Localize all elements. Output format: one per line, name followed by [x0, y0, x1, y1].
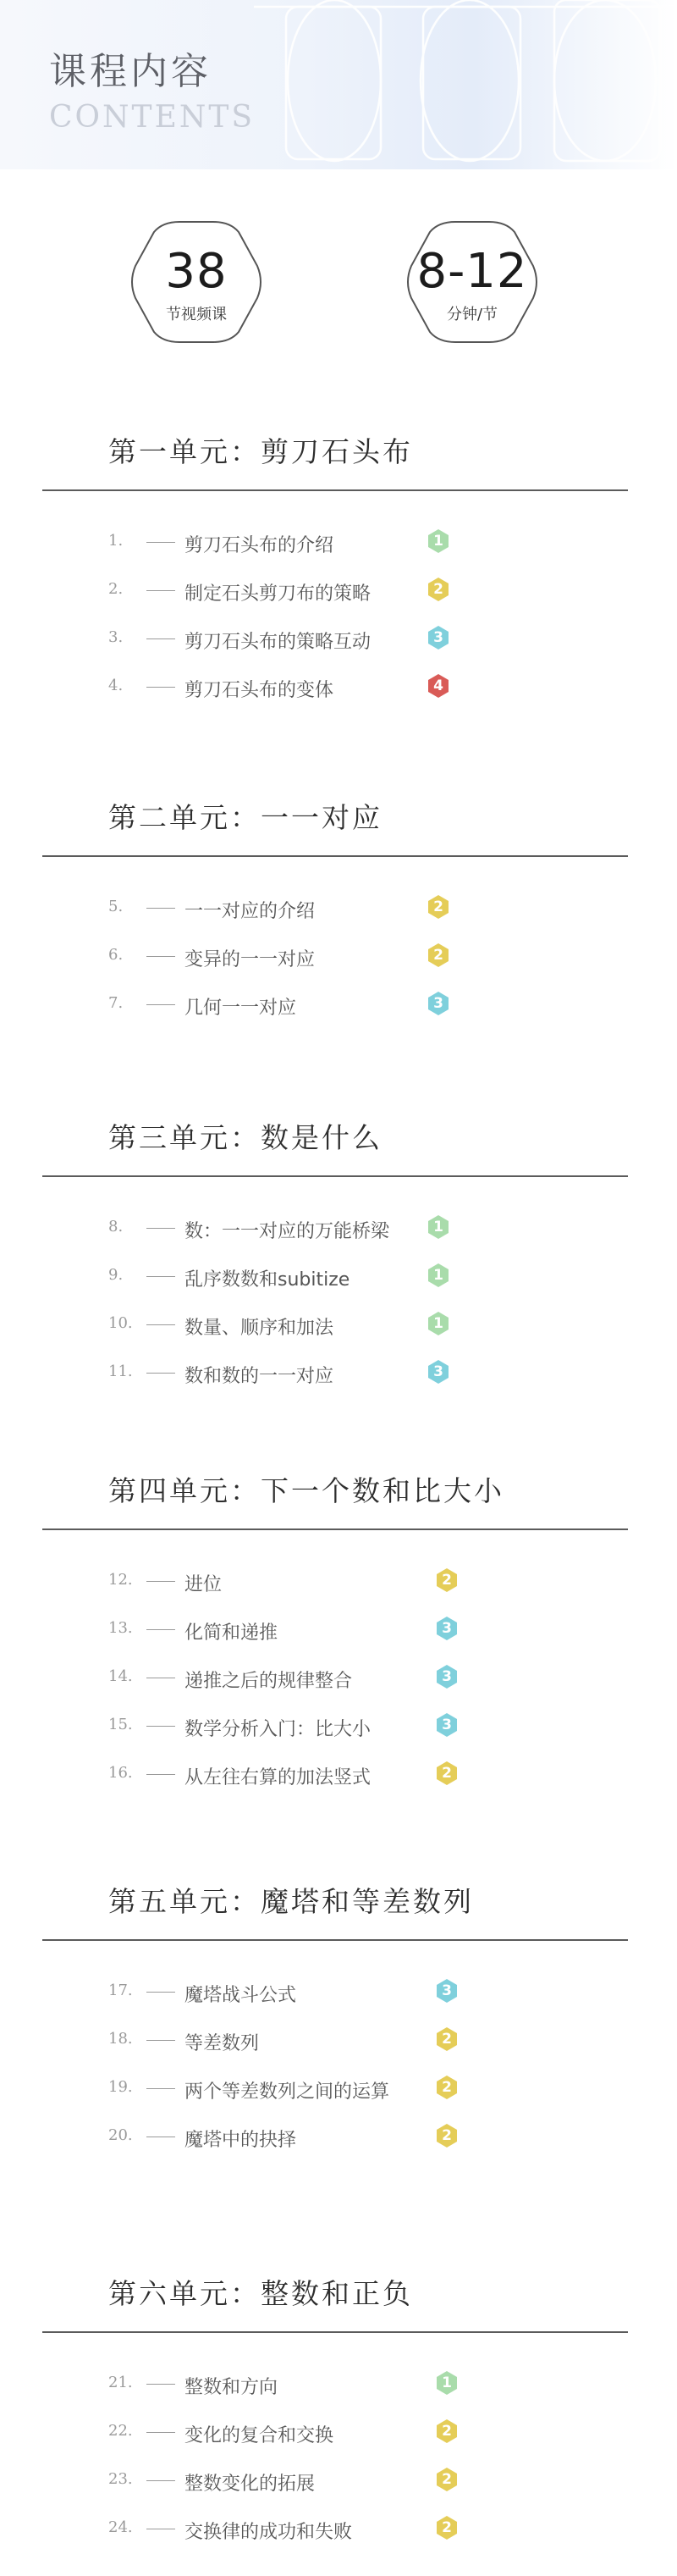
lesson-item: [108, 2367, 464, 2401]
lesson-number: 13.: [108, 1619, 133, 1637]
lesson-item: [108, 1259, 464, 1293]
difficulty-badge: [434, 2026, 460, 2052]
lesson-dash: [146, 1004, 175, 1005]
difficulty-level: 1: [433, 1315, 443, 1332]
lesson-title: 等差数列: [184, 2033, 260, 2054]
lesson-dash: [146, 956, 175, 957]
header-banner: [0, 0, 677, 169]
difficulty-level: 2: [442, 2079, 452, 2096]
lesson-dash: [146, 2384, 175, 2385]
difficulty-level: 1: [442, 2374, 452, 2391]
lesson-dash: [146, 2088, 175, 2089]
lesson-number: 6.: [108, 946, 124, 964]
lesson-number: 14.: [108, 1667, 133, 1685]
lesson-title: 数：一一对应的万能桥梁: [184, 1221, 390, 1242]
lesson-number: 11.: [108, 1363, 133, 1380]
difficulty-badge: [426, 673, 451, 699]
lesson-dash: [146, 1228, 175, 1229]
difficulty-level: 2: [433, 947, 443, 964]
difficulty-level: 3: [442, 1620, 452, 1637]
lesson-dash: [146, 1992, 175, 1993]
lesson-item: [108, 2120, 464, 2153]
lesson-title: 魔塔战斗公式: [184, 1985, 297, 2006]
lesson-number: 10.: [108, 1314, 133, 1332]
lesson-title: 剪刀石头布的策略互动: [184, 632, 372, 653]
lesson-item: [108, 987, 464, 1021]
unit-title: 第五单元：魔塔和等差数列: [108, 1885, 474, 1918]
difficulty-level: 2: [442, 2519, 452, 2536]
stat-lesson-duration: [405, 218, 540, 345]
lesson-title: 数学分析入门：比大小: [184, 1719, 372, 1740]
lesson-dash: [146, 1581, 175, 1582]
unit-divider: [42, 1528, 628, 1530]
lesson-dash: [146, 1324, 175, 1325]
difficulty-badge: [426, 1263, 451, 1288]
lesson-title: 数量、顺序和加法: [184, 1318, 334, 1339]
difficulty-level: 2: [433, 898, 443, 915]
difficulty-badge: [426, 1311, 451, 1336]
lesson-dash: [146, 2432, 175, 2433]
unit-divider: [42, 1939, 628, 1941]
lesson-item: [108, 622, 464, 655]
difficulty-level: 3: [433, 1363, 443, 1380]
difficulty-level: 2: [442, 1572, 452, 1589]
lesson-number: 15.: [108, 1716, 133, 1733]
difficulty-level: 4: [433, 677, 443, 694]
stat-value: 8-12: [416, 244, 528, 299]
unit-title: 第六单元：整数和正负: [108, 2277, 413, 2310]
difficulty-badge: [434, 2515, 460, 2540]
lesson-dash: [146, 1373, 175, 1374]
lesson-item: [108, 1612, 464, 1646]
difficulty-level: 2: [442, 2471, 452, 2488]
unit-title: 第三单元：数是什么: [108, 1121, 383, 1154]
lesson-number: 21.: [108, 2374, 133, 2391]
difficulty-badge: [434, 1712, 460, 1738]
stat-unit: 节视频课: [166, 306, 227, 323]
difficulty-badge: [426, 577, 451, 602]
lesson-dash: [146, 908, 175, 909]
lesson-item: [108, 573, 464, 607]
unit-title: 第二单元：一一对应: [108, 801, 383, 834]
lesson-title: 制定石头剪刀布的策略: [184, 583, 372, 605]
lesson-number: 8.: [108, 1218, 124, 1235]
difficulty-badge: [426, 528, 451, 554]
difficulty-badge: [426, 943, 451, 968]
lesson-dash: [146, 590, 175, 591]
lesson-number: 4.: [108, 677, 124, 694]
difficulty-level: 3: [442, 1668, 452, 1685]
unit-divider: [42, 855, 628, 857]
lesson-dash: [146, 687, 175, 688]
stat-lesson-count: [129, 218, 264, 345]
lesson-number: 12.: [108, 1571, 133, 1589]
lesson-item: [108, 2023, 464, 2057]
lesson-number: 19.: [108, 2078, 133, 2096]
lesson-item: [108, 2071, 464, 2105]
lesson-dash: [146, 1276, 175, 1277]
lesson-number: 3.: [108, 628, 124, 646]
unit-title: 第四单元：下一个数和比大小: [108, 1474, 504, 1507]
stat-unit: 分钟/节: [446, 306, 498, 323]
unit-title: 第一单元：剪刀石头布: [108, 435, 413, 468]
difficulty-level: 2: [442, 2127, 452, 2144]
difficulty-badge: [434, 2418, 460, 2444]
difficulty-level: 3: [442, 1982, 452, 1999]
lesson-dash: [146, 1629, 175, 1630]
difficulty-level: 1: [433, 533, 443, 550]
difficulty-badge: [426, 625, 451, 650]
difficulty-level: 3: [433, 629, 443, 646]
lesson-dash: [146, 542, 175, 543]
lesson-number: 20.: [108, 2126, 133, 2144]
difficulty-badge: [426, 991, 451, 1016]
lesson-dash: [146, 2480, 175, 2481]
lesson-number: 22.: [108, 2422, 133, 2440]
lesson-number: 24.: [108, 2518, 133, 2536]
stat-value: 38: [165, 244, 228, 299]
lesson-title: 数和数的一一对应: [184, 1366, 334, 1387]
difficulty-badge: [426, 1214, 451, 1240]
lesson-item: [108, 2415, 464, 2449]
lesson-item: [108, 2463, 464, 2497]
lesson-title: 化简和递推: [184, 1622, 278, 1644]
lesson-title: 进位: [184, 1574, 223, 1595]
lesson-title: 一一对应的介绍: [184, 901, 316, 922]
lesson-number: 7.: [108, 994, 124, 1012]
lesson-dash: [146, 638, 175, 639]
difficulty-badge: [434, 2075, 460, 2100]
lesson-title: 几何一一对应: [184, 998, 297, 1019]
page-subtitle: CONTENTS: [49, 100, 256, 135]
page-title: 课程内容: [49, 50, 212, 93]
unit-divider: [42, 489, 628, 491]
lesson-number: 2.: [108, 580, 124, 598]
lesson-number: 1.: [108, 532, 124, 550]
lesson-number: 5.: [108, 898, 124, 915]
lesson-title: 递推之后的规律整合: [184, 1671, 353, 1692]
difficulty-badge: [434, 1978, 460, 2004]
lesson-item: [108, 1307, 464, 1341]
difficulty-level: 2: [433, 581, 443, 598]
lesson-number: 23.: [108, 2470, 133, 2488]
lesson-title: 剪刀石头布的介绍: [184, 535, 334, 556]
difficulty-level: 1: [433, 1219, 443, 1235]
lesson-number: 17.: [108, 1982, 133, 1999]
lesson-item: [108, 525, 464, 559]
difficulty-badge: [434, 2370, 460, 2396]
difficulty-badge: [434, 1761, 460, 1786]
lesson-title: 整数和方向: [184, 2377, 278, 2398]
lesson-number: 18.: [108, 2030, 133, 2048]
lesson-title: 交换律的成功和失败: [184, 2522, 353, 2543]
lesson-item: [108, 1757, 464, 1791]
lesson-title: 从左往右算的加法竖式: [184, 1767, 372, 1788]
lesson-item: [108, 1661, 464, 1694]
difficulty-badge: [434, 2467, 460, 2492]
difficulty-badge: [434, 1664, 460, 1689]
lesson-title: 变异的一一对应: [184, 949, 316, 970]
lesson-title: 整数变化的拓展: [184, 2474, 316, 2495]
lesson-title: 两个等差数列之间的运算: [184, 2081, 390, 2103]
lesson-item: [108, 670, 464, 704]
difficulty-badge: [426, 1359, 451, 1385]
lesson-dash: [146, 1726, 175, 1727]
unit-divider: [42, 2331, 628, 2333]
lesson-item: [108, 939, 464, 973]
lesson-item: [108, 1709, 464, 1743]
difficulty-badge: [434, 1616, 460, 1641]
difficulty-badge: [426, 894, 451, 920]
lesson-number: 16.: [108, 1764, 133, 1782]
lesson-title: 剪刀石头布的变体: [184, 680, 334, 701]
lesson-item: [108, 1564, 464, 1598]
difficulty-level: 2: [442, 2031, 452, 2048]
difficulty-level: 3: [433, 995, 443, 1012]
lesson-item: [108, 891, 464, 925]
lesson-item: [108, 1211, 464, 1245]
lesson-dash: [146, 2040, 175, 2041]
difficulty-badge: [434, 2123, 460, 2148]
difficulty-badge: [434, 1567, 460, 1593]
lesson-item: [108, 1975, 464, 2009]
lesson-title: 乱序数数和subitize: [184, 1269, 350, 1291]
unit-divider: [42, 1175, 628, 1177]
lesson-title: 魔塔中的抉择: [184, 2130, 297, 2151]
difficulty-level: 2: [442, 1765, 452, 1782]
difficulty-level: 3: [442, 1716, 452, 1733]
difficulty-level: 2: [442, 2423, 452, 2440]
lesson-item: [108, 1356, 464, 1390]
lesson-title: 变化的复合和交换: [184, 2425, 334, 2446]
lesson-number: 9.: [108, 1266, 124, 1284]
lesson-dash: [146, 1774, 175, 1775]
lesson-item: [108, 2512, 464, 2546]
difficulty-level: 1: [433, 1267, 443, 1284]
